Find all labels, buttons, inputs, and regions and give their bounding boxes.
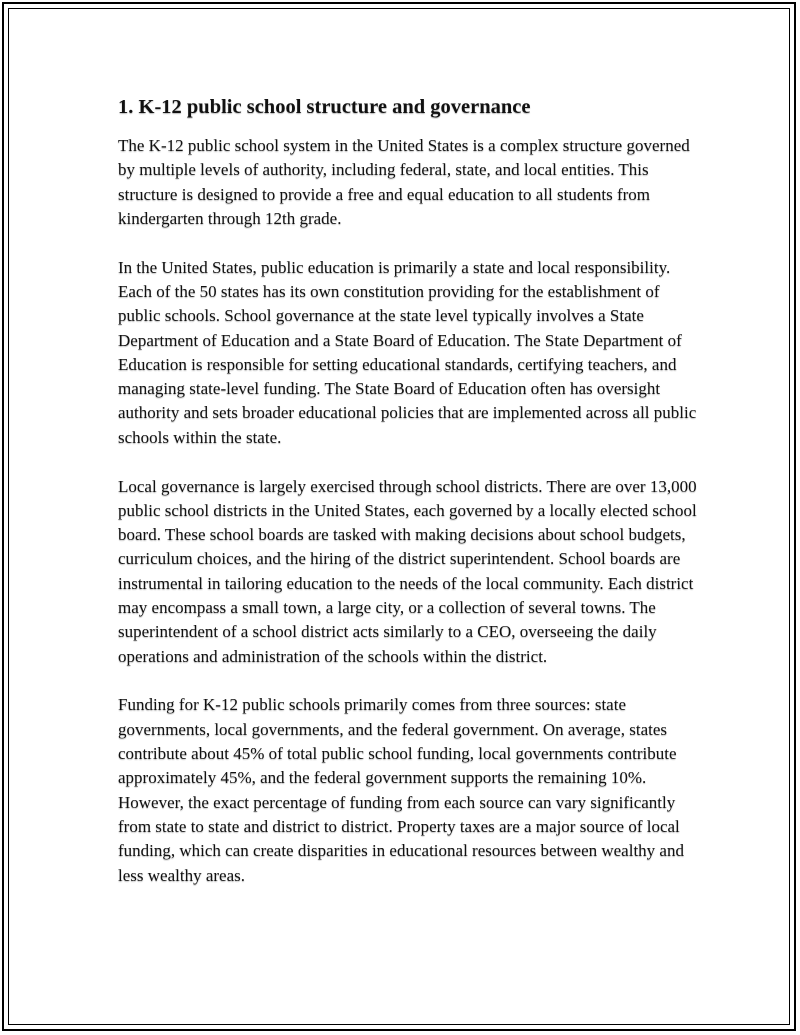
section-heading: 1. K-12 public school structure and governance <box>118 96 531 118</box>
paragraph-funding: Funding for K-12 public schools primarily comes from three sources: state governments, local governments, and the federal government. On average, states contribute about 45% of total public school funding, local governments contribute approximately 45%, and the federal government supports the remaining 10%. However, the exact percentage of funding from each source can vary significantly from state to state and district to district. Property taxes are a major source of local funding, which can create disparities in educational resources between wealthy and less wealthy areas. <box>118 695 684 885</box>
paragraph-local-governance: Local governance is largely exercised through school districts. There are over 13,000 public school districts in the United States, each governed by a locally elected school board. These school boards are tasked with making decisions about school budgets, curriculum choices, and the hiring of the district superintendent. School boards are instrumental in tailoring education to the needs of the local community. Each district may encompass a small town, a large city, or a collection of several towns. The superintendent of a school district acts similarly to a CEO, overseeing the daily operations and administration of the schools within the district. <box>118 476 697 666</box>
paragraph-state-governance: In the United States, public education is primarily a state and local responsibility. Each of the 50 states has its own constitution providing for the establishment of public schools. School governance at the state level typically involves a State Department of Education and a State Board of Education. The State Department of Education is responsible for setting educational standards, certifying teachers, and managing state-level funding. The State Board of Education often has oversight authority and sets broader educational policies that are implemented across all public schools within the state. <box>118 257 697 447</box>
paragraph-intro: The K-12 public school system in the United States is a complex structure governed by multiple levels of authority, including federal, state, and local entities. This structure is designed to provide a free and equal education to all students from kindergarten through 12th grade. <box>118 136 690 228</box>
document-body <box>118 93 698 912</box>
